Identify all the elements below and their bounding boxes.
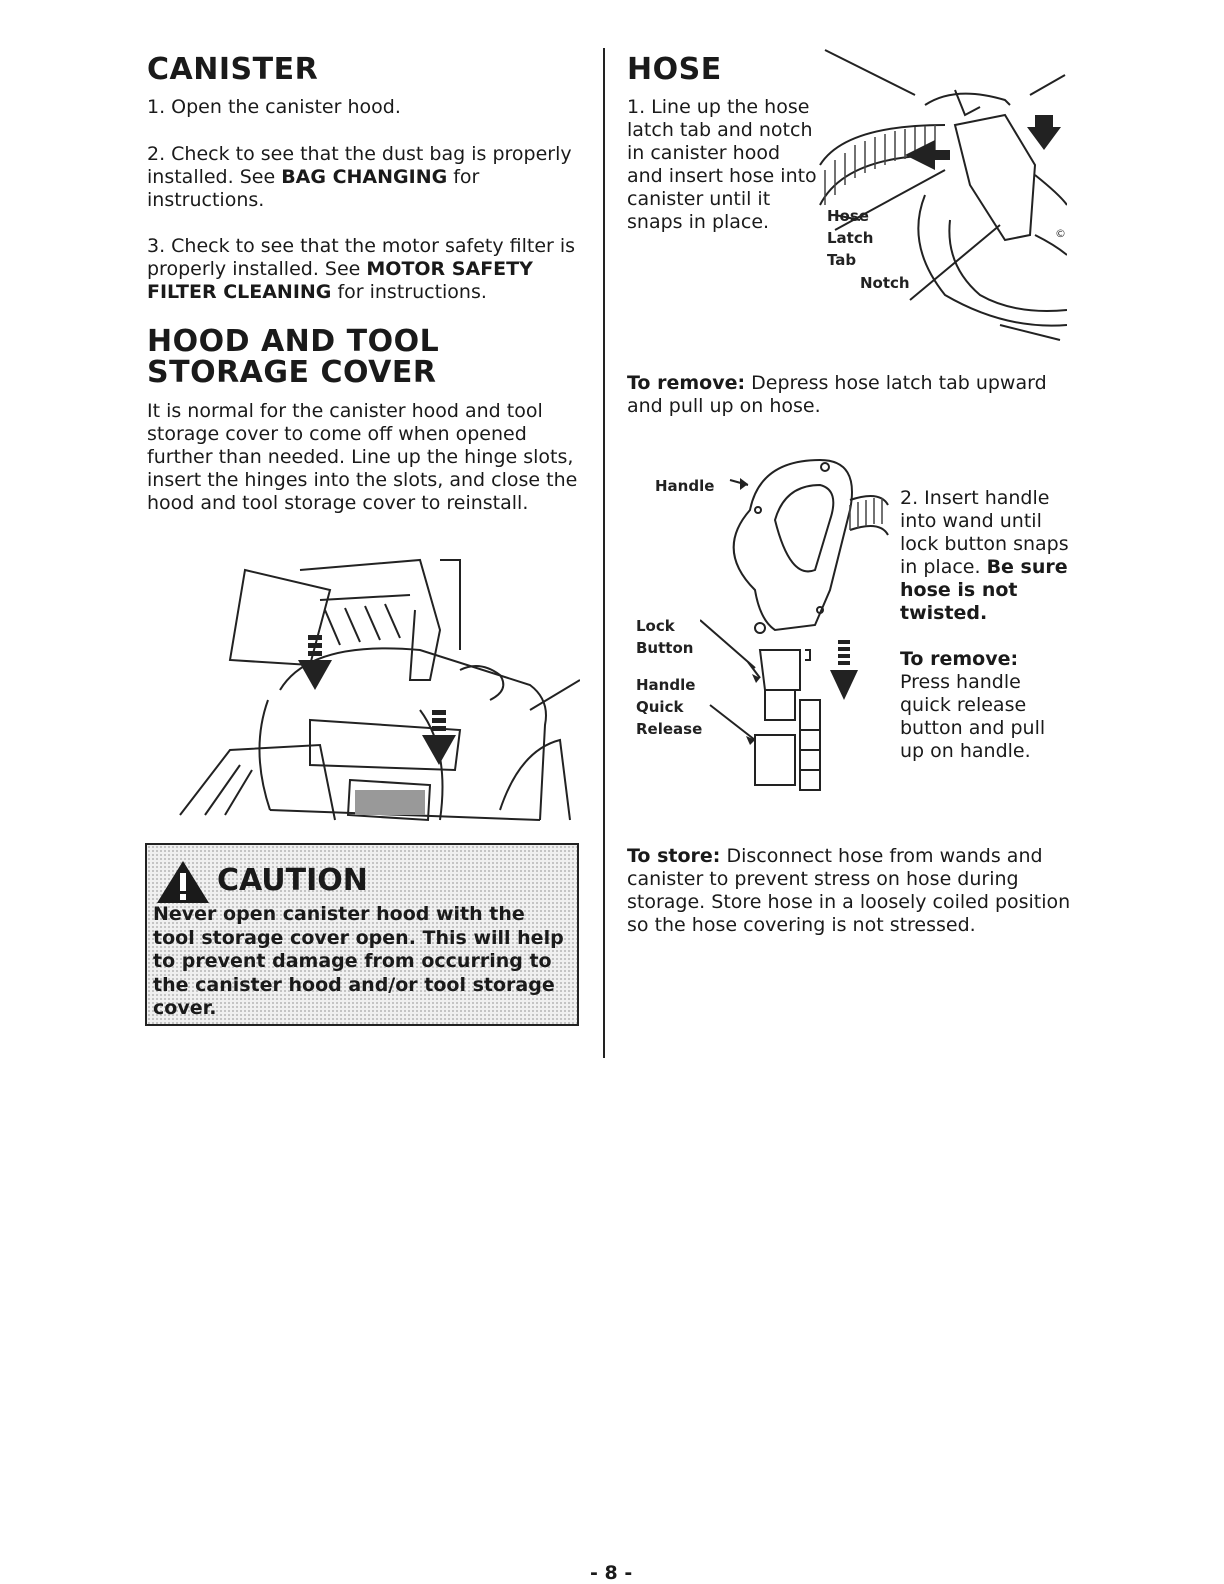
warning-triangle-icon (155, 859, 211, 905)
canister-step-2: 2. Check to see that the dust bag is properly installed. See BAG CHANGING for instructions. (147, 143, 572, 211)
hood-storage-heading: HOOD AND TOOL STORAGE COVER (147, 324, 440, 390)
latch-label: Latch (827, 229, 874, 247)
page-number: - 8 - (590, 1562, 633, 1584)
hose-heading: HOSE (627, 52, 722, 87)
notch-label: Notch (860, 274, 910, 292)
button-label: Button (636, 639, 694, 657)
tab-label: Tab (827, 251, 857, 269)
hose-label: Hose (827, 207, 869, 225)
quick-label: Quick (636, 698, 684, 716)
hose-step-2: 2. Insert handle into wand until lock button snaps in place. Be sure hose is not twisted. (900, 487, 1069, 624)
caution-text: Never open canister hood with the tool storage cover open. This will help to prevent damage from occurring to the canister hood and/or tool storage cover. (153, 903, 564, 1019)
release-label: Release (636, 720, 703, 738)
caution-title: CAUTION (217, 863, 368, 898)
hose-latch-illustration (805, 45, 1067, 345)
lock-label: Lock (636, 617, 675, 635)
hose-step-1: 1. Line up the hose latch tab and notch in canister hood and insert hose into canister until it snaps in place. (627, 96, 817, 233)
column-divider (603, 48, 605, 1058)
canister-hood-illustration (160, 550, 580, 845)
handle-quick-label: Handle (636, 676, 696, 694)
canister-step-1: 1. Open the canister hood. (147, 96, 401, 118)
handle-wand-illustration (700, 450, 895, 795)
canister-heading: CANISTER (147, 52, 319, 87)
hood-storage-text: It is normal for the canister hood and tool storage cover to come off when opened further than needed. Line up the hinge slots, insert the hinges into the slots, and close the hood and tool storage cover to reinstall. (147, 400, 578, 514)
hose-remove-text: To remove: Depress hose latch tab upward and pull up on hose. (627, 372, 1047, 417)
hose-store-text: To store: Disconnect hose from wands and canister to prevent stress on hose during storage. Store hose in a loosely coiled position so the hose covering is not stressed. (627, 845, 1071, 936)
canister-step-3: 3. Check to see that the motor safety filter is properly installed. See MOTOR SAFETY FILTER CLEANING for instructions. (147, 235, 576, 303)
handle-remove-text: To remove: Press handle quick release button and pull up on handle. (900, 648, 1046, 762)
handle-label: Handle (655, 477, 715, 495)
caution-box (145, 843, 579, 1026)
svg-text:©: © (1055, 227, 1066, 240)
